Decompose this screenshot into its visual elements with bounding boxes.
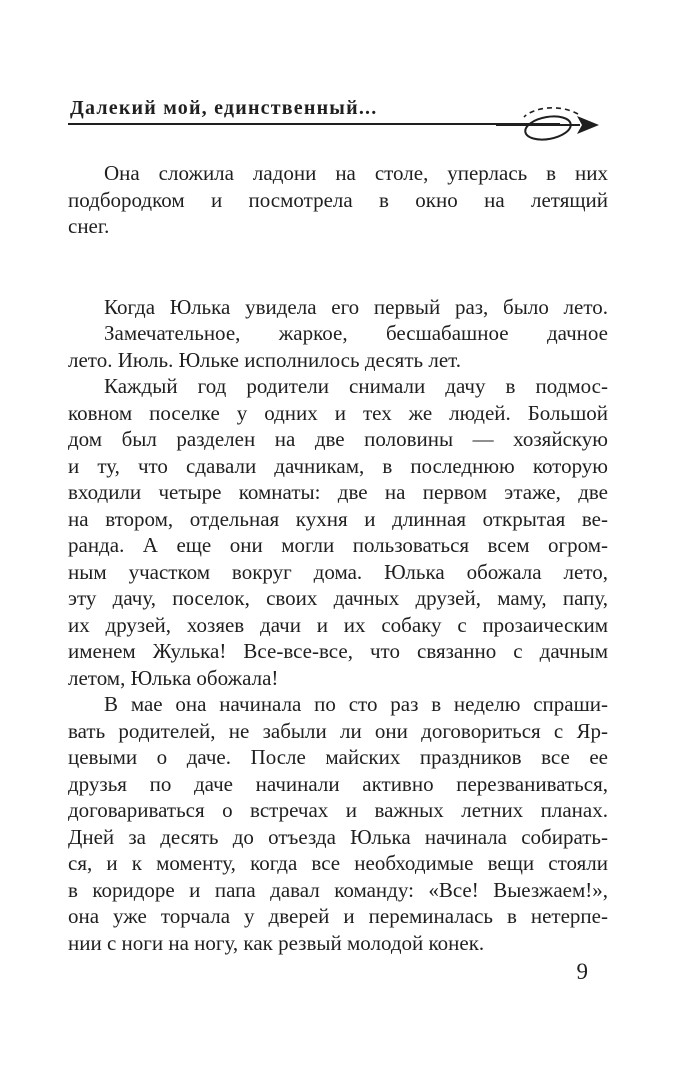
text-line: цевыми о даче. После майских праздников все ее	[68, 745, 608, 769]
text-line: эту дачу, поселок, своих дачных друзей, маму, папу,	[68, 586, 608, 610]
text-line: договариваться о встречах и важных летних планах.	[68, 798, 608, 822]
running-header-title: Далекий мой, единственный...	[70, 97, 378, 119]
text-line: друзья по даче начинали активно перезваниваться,	[68, 771, 608, 796]
flourish-arrow-icon	[496, 102, 610, 146]
text-line: ковном поселке у одних и тех же людей. Большой	[68, 400, 608, 425]
text-line: вать родителей, не забыли ли они договориться с Яр-	[68, 718, 608, 743]
text-line: В мае она начинала по сто раз в неделю спраши-	[104, 692, 608, 716]
running-header	[68, 97, 608, 131]
text-line: ным участком вокруг дома. Юлька обожала лето,	[68, 559, 608, 584]
paragraph	[68, 294, 608, 321]
paragraph	[68, 160, 608, 240]
text-line: Она сложила ладони на столе, уперлась в них	[104, 161, 608, 185]
text-line: и ту, что сдавали дачникам, в последнюю которую	[68, 453, 608, 478]
paragraph	[68, 691, 608, 956]
text-line: ся, и к моменту, когда все необходимые вещи стояли	[68, 851, 608, 875]
text-line: нии с ноги на ногу, как резвый молодой конек.	[68, 930, 485, 955]
text-line: в коридоре и папа давал команду: «Все! Выезжаем!»,	[68, 877, 608, 902]
text-line: дом был разделен на две половины — хозяйскую	[68, 427, 608, 451]
text-line: лето. Июль. Юльке исполнилось десять лет.	[68, 347, 461, 372]
paragraph	[68, 373, 608, 691]
paragraph	[68, 320, 608, 373]
text-line: их друзей, хозяев дачи и их собаку с прозаическим	[68, 612, 608, 637]
text-line: летом, Юлька обожала!	[68, 665, 279, 690]
page-number: 9	[576, 959, 588, 984]
text-line: она уже торчала у дверей и переминалась в нетерпе-	[68, 904, 608, 928]
header-rule	[68, 123, 560, 125]
text-line: Когда Юлька увидела его первый раз, было лето.	[104, 294, 608, 319]
text-line: Дней за десять до отъезда Юлька начинала собирать-	[68, 824, 608, 849]
text-line: подбородком и посмотрела в окно на летящий	[68, 187, 608, 212]
text-line: входили четыре комнаты: две на первом этаже, две	[68, 480, 608, 504]
text-line: ранда. А еще они могли пользоваться всем огром-	[68, 533, 608, 557]
text-line: на втором, отдельная кухня и длинная открытая ве-	[68, 506, 608, 531]
body-text	[68, 160, 608, 987]
text-line: Каждый год родители снимали дачу в подмос-	[104, 374, 608, 398]
text-line: снег.	[68, 214, 110, 238]
text-line: Замечательное, жаркое, бесшабашное дачное	[104, 321, 608, 345]
text-line: именем Жулька! Все-все-все, что связанно с дачным	[68, 639, 608, 663]
